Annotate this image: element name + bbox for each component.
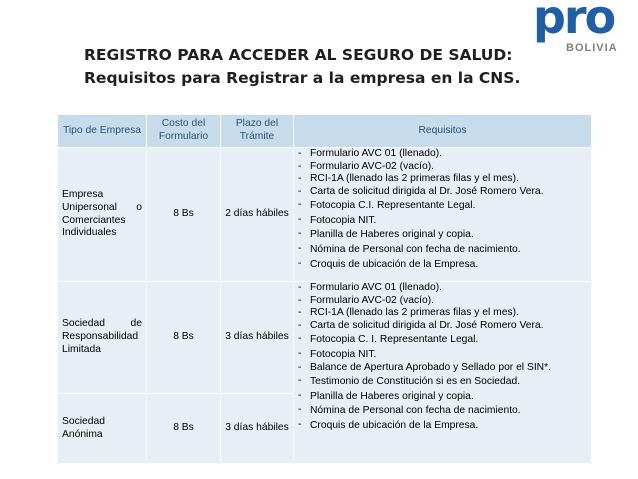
list-item: - Nómina de Personal con fecha de nacimiento.: [297, 404, 588, 419]
header-plazo-tramite: Plazo del Trámite: [221, 115, 294, 148]
cell-tipo-empresa: Sociedad Anónima: [58, 394, 147, 464]
table-row: [58, 148, 592, 282]
requisitos-list: [297, 282, 588, 434]
list-item: - Formulario AVC 01 (llenado).: [297, 282, 588, 295]
list-item: - Balance de Apertura Aprobado y Sellado por el SIN*.: [297, 362, 588, 375]
table-row: [58, 282, 592, 394]
cell-plazo: 3 días hábiles: [221, 282, 294, 394]
list-item: - RCI-1A (llenado las 2 primeras filas y el mes).: [297, 307, 588, 320]
list-item: - Formulario AVC-02 (vacío).: [297, 161, 588, 174]
list-item: - Fotocopia C. I. Representante Legal.: [297, 333, 588, 348]
list-item: - Planilla de Haberes original y copia.: [297, 228, 588, 243]
list-item: - Carta de solicitud dirigida al Dr. José Romero Vera.: [297, 320, 588, 333]
cell-tipo-empresa: Sociedad de Responsabilidad Limitada: [58, 282, 147, 394]
list-item: - Formulario AVC-02 (vacío).: [297, 295, 588, 308]
list-item: - Fotocopia NIT.: [297, 214, 588, 229]
list-item: - Fotocopia C.I. Representante Legal.: [297, 199, 588, 214]
cell-plazo: 2 días hábiles: [221, 148, 294, 282]
cell-requisitos: [294, 148, 592, 282]
header-tipo-empresa: Tipo de Empresa: [58, 115, 147, 148]
cell-costo: 8 Bs: [147, 394, 221, 464]
requisitos-list: [297, 148, 588, 272]
requirements-table: [57, 114, 592, 464]
header-costo-formulario: Costo del Formulario: [147, 115, 221, 148]
cell-costo: 8 Bs: [147, 282, 221, 394]
cell-costo: 8 Bs: [147, 148, 221, 282]
list-item: - Planilla de Haberes original y copia.: [297, 390, 588, 405]
cell-tipo-empresa: Empresa Unipersonal o Comerciantes Individuales: [58, 148, 147, 282]
title-line-2: Requisitos para Registrar a la empresa en la CNS.: [84, 69, 521, 87]
cell-plazo: 3 días hábiles: [221, 394, 294, 464]
cell-requisitos-shared: [294, 282, 592, 464]
list-item: - Croquis de ubicación de la Empresa.: [297, 258, 588, 273]
header-requisitos: Requisitos: [294, 115, 592, 148]
list-item: - Testimonio de Constitución si es en Sociedad.: [297, 375, 588, 390]
list-item: - RCI-1A (llenado las 2 primeras filas y el mes).: [297, 173, 588, 186]
list-item: - Formulario AVC 01 (llenado).: [297, 148, 588, 161]
table-header-row: [58, 115, 592, 148]
list-item: - Fotocopia NIT.: [297, 348, 588, 363]
list-item: - Carta de solicitud dirigida al Dr. José Romero Vera.: [297, 186, 588, 199]
logo-bolivia-text: BOLIVIA: [566, 42, 618, 54]
page-title: [84, 44, 520, 90]
logo-pro-text: pro: [533, 0, 615, 44]
list-item: - Croquis de ubicación de la Empresa.: [297, 419, 588, 434]
list-item: - Nómina de Personal con fecha de nacimiento.: [297, 243, 588, 258]
title-line-1: REGISTRO PARA ACCEDER AL SEGURO DE SALUD:: [84, 46, 513, 64]
probolivia-logo: [533, 2, 633, 56]
